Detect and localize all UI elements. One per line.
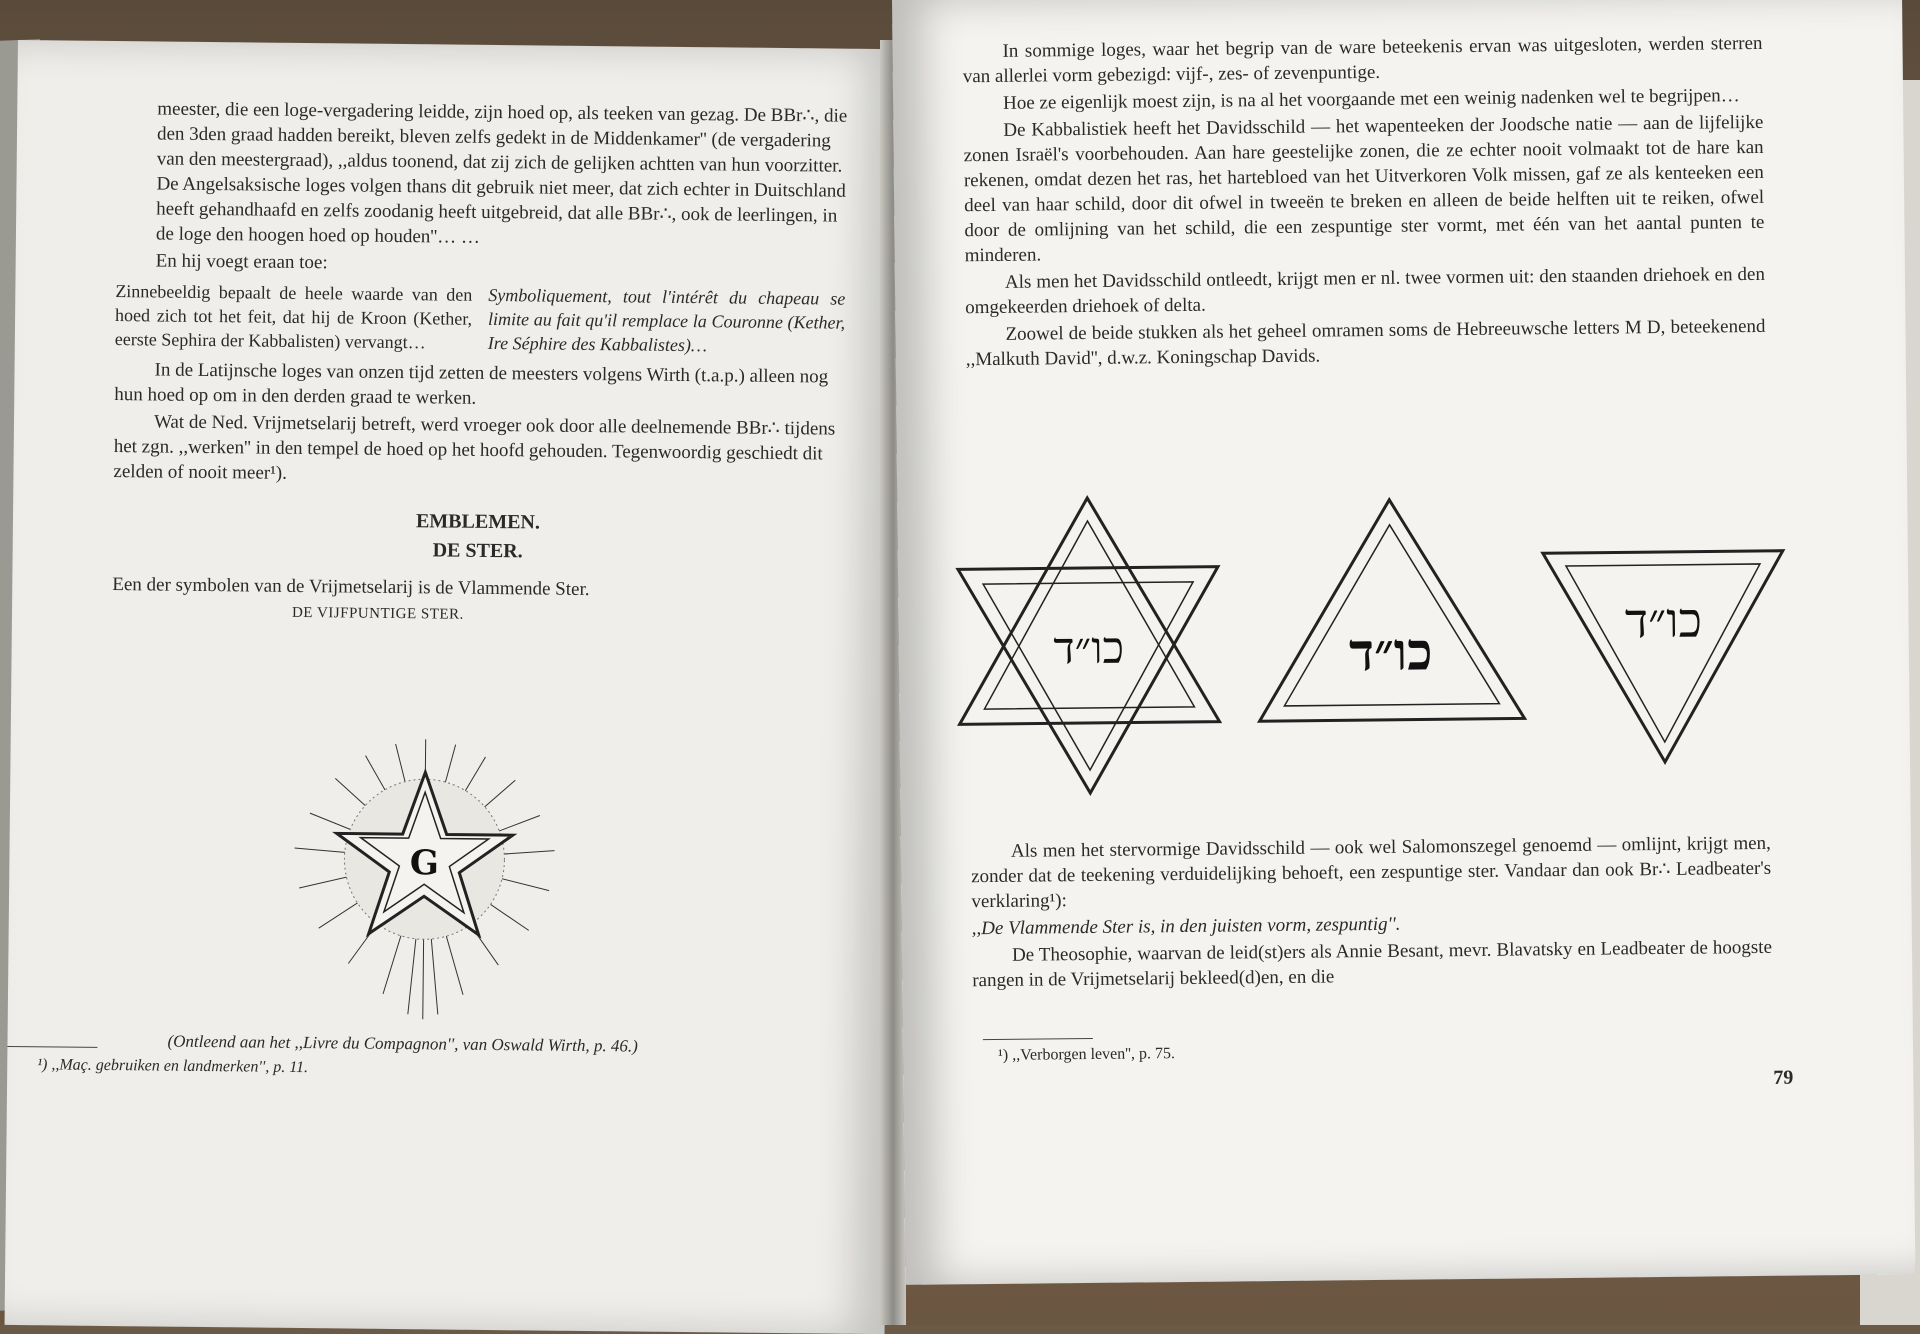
bilingual-quote [115,279,846,359]
left-paragraph-3: In de Latijnsche loges van onzen tijd zetten de meesters volgens Wirth (t.a.p.) alleen nog hun hoed op om in den derden graad te werken. [114,359,829,409]
left-paragraph-2: En hij voegt eraan toe: [155,250,328,274]
inverted-triangle-outer [1543,551,1785,764]
right-paragraph-5: Zoowel de beide stukken als het geheel omramen soms de Hebreeuwsche letters M D, beteekenend ,,Malkuth David'', d.w.z. Koningschap Davids. [965,315,1766,371]
footnote-rule-right [983,1038,1093,1040]
page-number: 79 [1773,1066,1794,1089]
left-paragraph-4: Wat de Ned. Vrijmetselarij betreft, werd vroeger ook door alle deelnemende BBr∴ tijdens het zgn. ,,werken'' in den tempel de hoed op het hoofd gehouden. Tegenwoordig geschiedt dit zelden of nooit meer¹). [113,411,836,484]
inverted-triangle-diagram [1538,546,1790,769]
quote-french: Symboliquement, tout l'intérêt du chapeau se limite au fait qu'il remplace la Couronne (Kether, Ire Séphire des Kabbalistes)… [487,284,846,356]
right-paragraph-3: De Kabbalistiek heeft het Davidsschild — het wapenteeken der Joodsche natie — aan de lijfelijke zonen Israël's voorbehouden. Aan hare geestelijke zonen, die ze echter nooit volmaakt tot de hare kan rekenen, omdat dezen het ras, het hartebloed van het Uitverkoren Volk missen, gaf ze als kenteeken een deel van haar schild, door dit ofwel in tweeën te breken en alleen de beide helften uit te reiken, ofwel door de omlijning van het schild, die een zespuntige ster vormt, met één van het aantal punten te minderen. [963,111,1765,267]
right-footnote: ¹) ,,Verborgen leven'', p. 75. [997,1045,1176,1064]
star-of-david-diagram [947,492,1230,800]
right-text-block-1 [962,31,1765,374]
flaming-star-illustration [283,733,566,1026]
left-text-block-1 [112,96,848,634]
hexagram-upward-triangle [957,497,1219,725]
inverted-triangle-hebrew-letters: כו״ד [1624,592,1703,650]
right-paragraph-4: Als men het Davidsschild ontleedt, krijgt men er nl. twee vormen uit: den staanden driehoek en den omgekeerden driehoek of delta. [965,263,1766,319]
right-paragraph-6: Als men het stervormige Davidsschild — ook wel Salomonszegel genoemd — omlijnt, krijgt men, zonder dat de teekening verduidelijking behoeft, een zespuntige ster. Vandaar dan ook Br∴ Leadbeater's verklaring¹): [971,832,1772,913]
right-paragraph-7: De Theosophie, waarvan de leid(st)ers als Annie Besant, mevr. Blavatsky en Leadbeater de hoogste rangen in de Vrijmetselarij bekleed(d)en, en die [972,936,1773,992]
left-page [5,40,898,1334]
heading-de-ster: DE STER. [432,539,523,563]
left-paragraph-1: meester, die een loge-vergadering leidde, zijn hoed op, als teeken van gezag. De BBr∴, die den 3den graad hadden bereikt, bleven zelfs gedekt in de Middenkamer'' (de vergadering van den meestergraad), ,,aldus toonend, dat zij zich de gelijken achtten van hun voorzitter. De Angelsaksische loges volgen thans dit gebruik niet meer, dat zich echter in Duitschland heeft gehandhaafd en zelfs zoodanig heeft uitgebreid, dat alle BBr∴, ook de leerlingen, in de loge den hoogen hoed op houden''… … [155,98,848,248]
right-paragraph-2: Hoe ze eigenlijk moest zijn, is na al het voorgaande met een weinig nadenken wel te begrijpen… [1002,85,1740,114]
hexagram-downward-triangle [958,567,1220,795]
inverted-triangle-inner [1566,564,1762,743]
heading-emblemen: EMBLEMEN. [415,510,541,534]
left-footnote: ¹) ,,Maç. gebruiken en landmerken'', p. 11. [37,1056,309,1077]
star-letter-g: G [409,843,440,884]
subheading-vijfpuntige: DE VIJFPUNTIGE STER. [291,604,464,623]
right-page [892,0,1915,1285]
hexagram-upward-inner [982,520,1194,709]
intro-line: Een der symbolen van de Vrijmetselarij is de Vlammende Ster. [112,574,590,601]
hexagram-hebrew-letters: כו״ד [1053,622,1125,675]
upright-triangle-diagram [1252,493,1529,726]
right-text-block-2 [971,831,1773,995]
right-paragraph-1: In sommige loges, waar het begrip van de ware beteekenis ervan was uitgesloten, werden sterren van allerlei vorm gebezigd: vijf-, zes- of zevenpuntige. [962,32,1763,88]
upright-triangle-outer [1257,498,1524,721]
upright-triangle-hebrew-letters: כו״ד [1348,621,1433,684]
hexagram-downward-inner [983,582,1195,771]
quote-dutch: Zinnebeeldig bepaalt de heele waarde van den hoed zich tot het feit, dat hij de Kroon (Kether, eerste Sephira der Kabbalisten) vervangt… [114,281,473,353]
illustration-caption: (Ontleend aan het ,,Livre du Compagnon'', van Oswald Wirth, p. 46.) [167,1031,638,1056]
right-quote-leadbeater: ,,De Vlammende Ster is, in den juisten vorm, zespuntig''. [971,913,1401,940]
footnote-rule-left [7,1046,97,1048]
